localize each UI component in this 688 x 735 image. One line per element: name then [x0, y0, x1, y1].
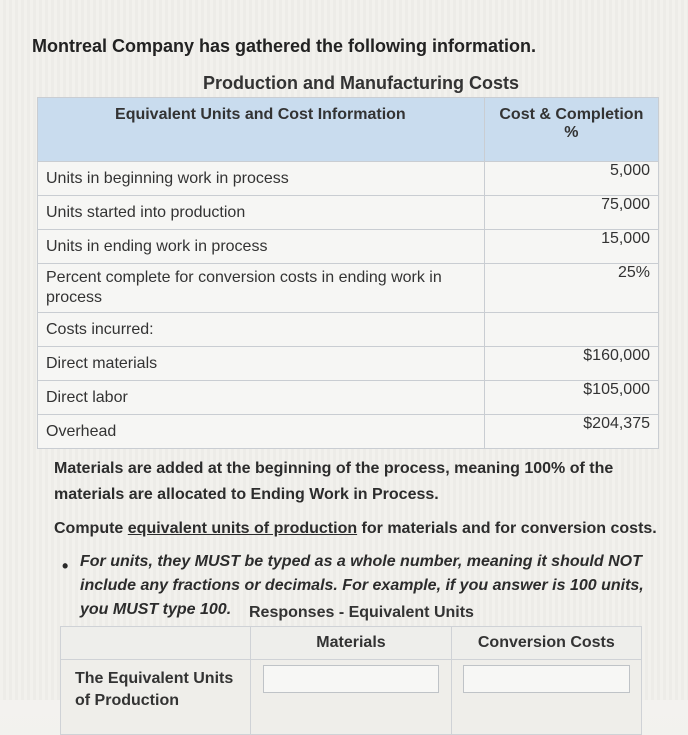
table-row	[38, 415, 659, 449]
row-value: 15,000	[484, 230, 658, 264]
row-value	[484, 313, 658, 347]
col2-header-line1: Cost & Completion	[499, 106, 644, 123]
row-value: $204,375	[484, 415, 658, 449]
row-label: Overhead	[38, 415, 485, 449]
conversion-costs-input[interactable]	[463, 665, 630, 693]
conversion-cell	[451, 660, 641, 735]
responses-table	[60, 626, 642, 735]
responses-title: Responses - Equivalent Units	[249, 604, 474, 621]
col1-header: Equivalent Units and Cost Information	[38, 98, 485, 162]
intro-text: Montreal Company has gathered the following information.	[32, 36, 537, 56]
table-heading: Production and Manufacturing Costs	[203, 73, 520, 93]
row-label: Units started into production	[38, 196, 485, 230]
instruction-suffix: for materials and for conversion costs.	[357, 520, 657, 537]
responses-header-row	[61, 627, 642, 660]
instruction-text	[54, 516, 657, 542]
table-row	[38, 381, 659, 415]
row-label: Costs incurred:	[38, 313, 485, 347]
materials-note: Materials are added at the beginning of the process, meaning 100% of the materials are allocated to Ending Work in Process.	[54, 460, 614, 503]
instruction-prefix: Compute	[54, 520, 128, 537]
row-value: 5,000	[484, 162, 658, 196]
row-value: $160,000	[484, 347, 658, 381]
row-label: Direct labor	[38, 381, 485, 415]
row-label: Direct materials	[38, 347, 485, 381]
materials-header: Materials	[251, 627, 451, 660]
materials-cell	[251, 660, 451, 735]
row-label: Percent complete for conversion costs in ending work in process	[38, 264, 485, 313]
cost-info-table	[37, 97, 659, 449]
table-header-row	[38, 98, 659, 162]
equivalent-units-link[interactable]: equivalent units of production	[127, 520, 358, 537]
col2-header	[484, 98, 658, 162]
table-row	[38, 264, 659, 313]
whole-number-note: For units, they MUST be typed as a whole number, meaning it should NOT include any fractions or decimals. For example, if you answer is 100 units, you MUST type 100.	[80, 553, 644, 618]
materials-input[interactable]	[263, 665, 439, 693]
row-value: 75,000	[484, 196, 658, 230]
table-row	[38, 230, 659, 264]
table-row	[38, 162, 659, 196]
table-row	[38, 347, 659, 381]
bullet-icon: •	[62, 556, 69, 576]
equivalent-units-label: The Equivalent Units of Production	[61, 660, 251, 735]
row-value: $105,000	[484, 381, 658, 415]
row-label: Units in beginning work in process	[38, 162, 485, 196]
col2-header-line2: %	[564, 124, 579, 141]
row-label: Units in ending work in process	[38, 230, 485, 264]
conversion-costs-header: Conversion Costs	[451, 627, 641, 660]
responses-row	[61, 660, 642, 735]
responses-blank-header	[61, 627, 251, 660]
table-row	[38, 196, 659, 230]
row-value: 25%	[484, 264, 658, 313]
table-row	[38, 313, 659, 347]
